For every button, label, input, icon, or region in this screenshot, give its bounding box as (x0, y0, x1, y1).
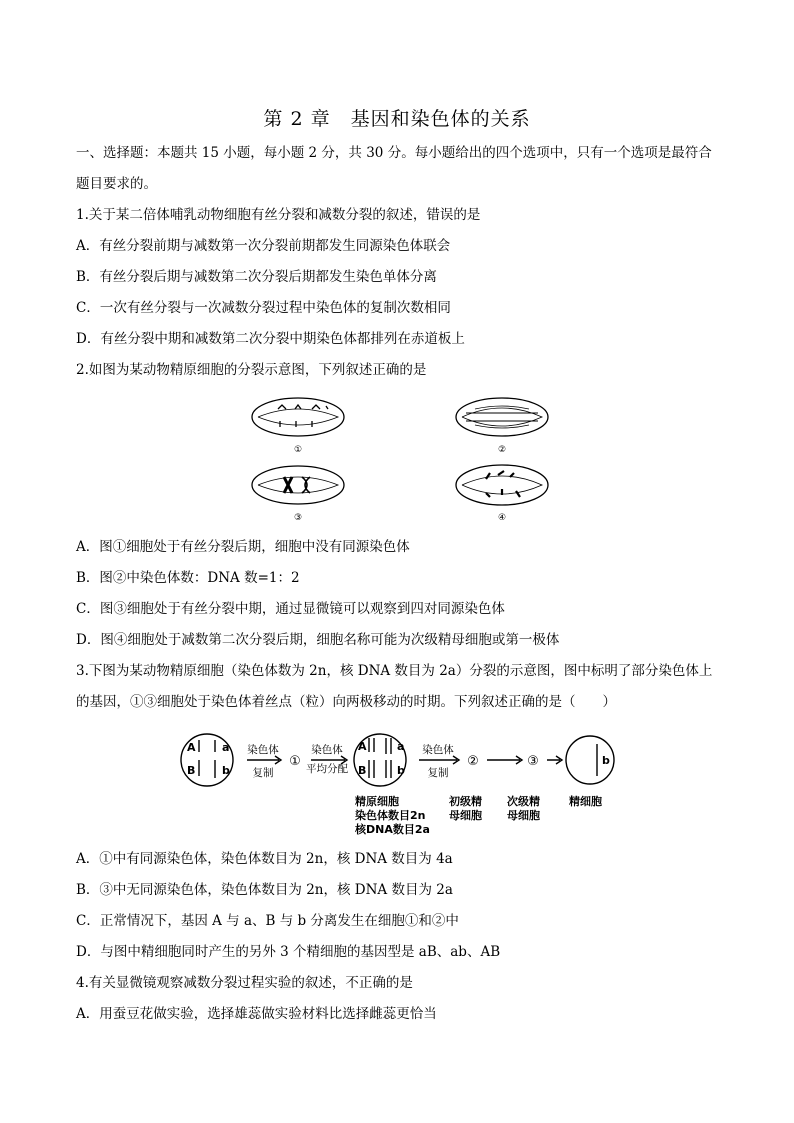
q3-stem-line2: 的基因，①③细胞处于染色体着丝点（粒）向两极移动的时期。下列叙述正确的是（ ） (76, 694, 616, 710)
arrow1-bottom-label: 复制 (252, 767, 274, 779)
gene-B-left: B (187, 764, 196, 777)
cell-2-diagram (456, 398, 548, 436)
gene-A-left: A (187, 741, 196, 754)
q4-option-a: A．用蚕豆花做实验，选择雄蕊做实验材料比选择雌蕊更恰当 (76, 1006, 437, 1022)
gene-a-mid: a (397, 740, 405, 753)
q2-stem: 2.如图为某动物精原细胞的分裂示意图，下列叙述正确的是 (76, 362, 427, 378)
gene-A-mid: A (358, 740, 367, 753)
step-3-label: ③ (527, 754, 539, 769)
gene-b-left: b (222, 764, 230, 777)
arrow2-top-label: 染色体 (311, 744, 343, 756)
caption-secondary-line2: 母细胞 (507, 809, 540, 822)
q1-stem: 1.关于某二倍体哺乳动物细胞有丝分裂和减数分裂的叙述，错误的是 (76, 207, 481, 223)
q1-option-d: D．有丝分裂中期和减数第二次分裂中期染色体都排列在赤道板上 (76, 331, 465, 347)
cell-3-diagram (252, 466, 344, 504)
q3-option-a: A．①中有同源染色体，染色体数目为 2n，核 DNA 数目为 4a (76, 851, 453, 867)
q3-spermatogenesis-figure (175, 726, 625, 838)
caption-cell-line3: 核DNA数目2a (355, 823, 430, 836)
gene-b-sperm: b (602, 754, 610, 767)
caption-sperm: 精细胞 (569, 795, 602, 808)
figure-label-3: ③ (293, 513, 303, 523)
cell-4-diagram (456, 465, 548, 505)
caption-cell-line1: 精原细胞 (355, 795, 399, 808)
cell-1-diagram (252, 398, 344, 436)
figure-label-4: ④ (497, 513, 507, 523)
q1-option-c: C．一次有丝分裂与一次减数分裂过程中染色体的复制次数相同 (76, 300, 451, 316)
figure-label-2: ② (497, 445, 507, 455)
q3-option-d: D．与图中精细胞同时产生的另外 3 个精细胞的基因型是 aB、ab、AB (76, 944, 501, 960)
caption-primary-line1: 初级精 (449, 795, 482, 808)
caption-cell-line2: 染色体数目2n (355, 809, 426, 822)
q2-option-d: D．图④细胞处于减数第二次分裂后期，细胞名称可能为次级精母细胞或第一极体 (76, 632, 560, 648)
gene-B-mid: B (358, 764, 367, 777)
figure-label-1: ① (293, 445, 303, 455)
q2-option-a: A．图①细胞处于有丝分裂后期，细胞中没有同源染色体 (76, 539, 410, 555)
page-title: 第 2 章 基因和染色体的关系 (263, 108, 531, 130)
section-intro-line2: 题目要求的。 (76, 176, 157, 192)
arrow3-top-label: 染色体 (422, 744, 454, 756)
gene-b-mid: b (397, 764, 405, 777)
q2-option-b: B．图②中染色体数：DNA 数=1：2 (76, 570, 300, 586)
gene-a-left: a (222, 741, 230, 754)
step-2-label: ② (467, 754, 479, 769)
step-1-label: ① (289, 754, 301, 769)
q1-option-a: A．有丝分裂前期与减数第一次分裂前期都发生同源染色体联会 (76, 238, 451, 254)
caption-primary-line2: 母细胞 (449, 809, 482, 822)
q2-cell-division-figure (240, 395, 560, 525)
q3-stem-line1: 3.下图为某动物精原细胞（染色体数为 2n，核 DNA 数目为 2a）分裂的示意图，图中标明了部分染色体上 (76, 663, 713, 679)
arrow2-bottom-label: 平均分配 (306, 763, 348, 775)
q3-option-c: C．正常情况下，基因 A 与 a、B 与 b 分离发生在细胞①和②中 (76, 913, 459, 929)
q4-stem: 4.有关显微镜观察减数分裂过程实验的叙述，不正确的是 (76, 975, 413, 991)
arrow1-top-label: 染色体 (247, 744, 279, 756)
arrow3-bottom-label: 复制 (427, 767, 449, 779)
caption-secondary-line1: 次级精 (507, 795, 540, 808)
section-intro-line1: 一、选择题：本题共 15 小题，每小题 2 分，共 30 分。每小题给出的四个选项中，只有一个选项是最符合 (76, 145, 712, 161)
q3-option-b: B．③中无同源染色体，染色体数目为 2n，核 DNA 数目为 2a (76, 882, 453, 898)
q1-option-b: B．有丝分裂后期与减数第二次分裂后期都发生染色单体分离 (76, 269, 437, 285)
q2-option-c: C．图③细胞处于有丝分裂中期，通过显微镜可以观察到四对同源染色体 (76, 601, 505, 617)
